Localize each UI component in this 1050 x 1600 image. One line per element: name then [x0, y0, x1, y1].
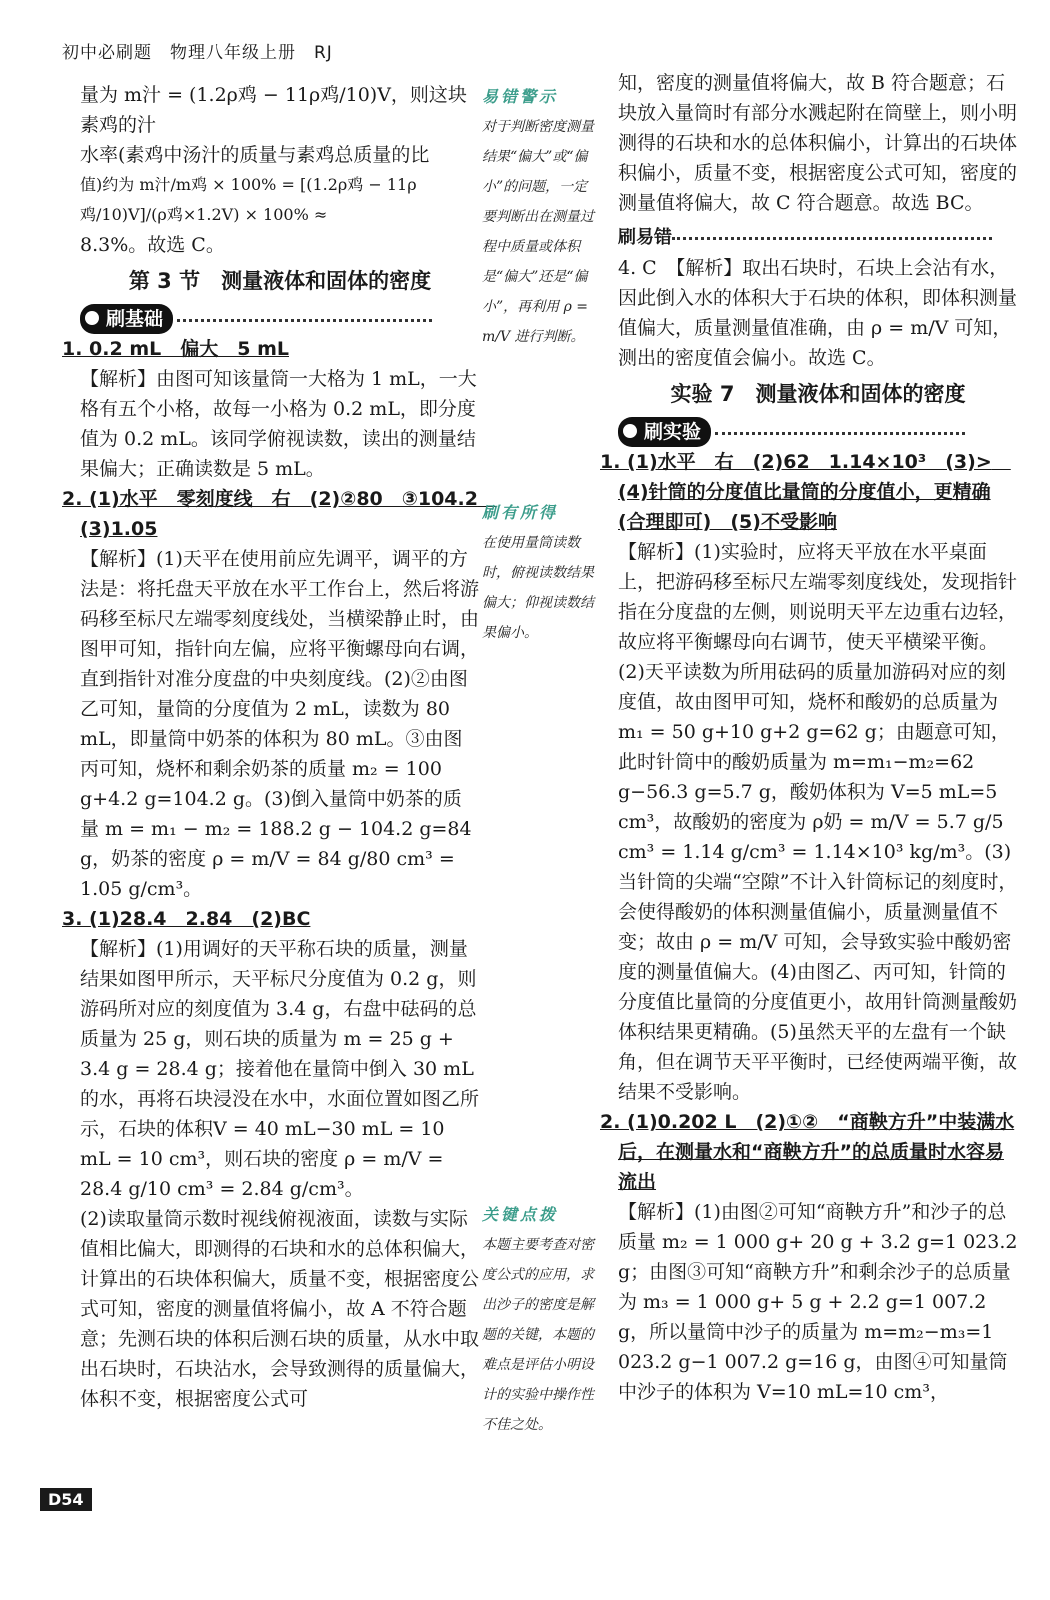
section-title: 第 3 节 测量液体和固体的密度	[128, 269, 432, 293]
e2-answer: 2. (1)0.202 L (2)①② “商鞅方升”中装满水后，在测量水和“商鞅方升”的总质量时水容易流出	[600, 1111, 1015, 1193]
right-column	[600, 68, 1018, 1407]
badge-row-exp	[618, 417, 1018, 447]
intro-line-1: 量为 m汁 = (1.2ρ鸡 − 11ρ鸡/10)V，则这块素鸡的汁	[80, 84, 467, 136]
side-note-error-warning	[482, 82, 600, 352]
intro-line-2: 水率(素鸡中汤汁的质量与素鸡总质量的比	[80, 144, 430, 166]
dotted-rule	[715, 432, 965, 435]
q3-answer: 3. (1)28.4 2.84 (2)BC	[62, 908, 311, 930]
e1-answer: 1. (1)水平 右 (2)62 1.14×10³ (3)> (4)针筒的分度值比量筒的分度值小，更精确(合理即可) (5)不受影响	[600, 451, 1011, 533]
dotted-rule	[672, 237, 992, 240]
badge-basic: 刷基础	[80, 304, 173, 334]
running-header: 初中必刷题 物理八年级上册 RJ	[62, 43, 333, 63]
q2-answer: 2. (1)水平 零刻度线 右 (2)②80 ③104.2 (3)1.05	[62, 488, 497, 540]
side-tag: 关键点拨	[482, 1205, 559, 1224]
badge-row-error	[618, 222, 1018, 253]
side-text: 对于判断密度测量结果“偏大”或“偏小”的问题，一定要判断出在测量过程中质量或体积是“偏大”还是“偏小”，再利用 ρ = m/V 进行判断。	[482, 119, 594, 345]
badge-error: 刷易错	[618, 227, 672, 248]
badge-experiment: 刷实验	[618, 417, 711, 447]
side-text: 本题主要考查对密度公式的应用，求出沙子的密度是解题的关键，本题的难点是评估小明设计的实验中操作性不佳之处。	[482, 1237, 594, 1433]
side-note-key-points	[482, 1200, 600, 1440]
experiment-title: 实验 7 测量液体和固体的密度	[670, 382, 966, 406]
side-tag: 刷有所得	[482, 503, 559, 522]
left-column	[62, 80, 497, 1414]
side-tag: 易错警示	[482, 87, 559, 106]
side-text: 在使用量筒读数时，俯视读数结果偏大；仰视读数结果偏小。	[482, 535, 594, 641]
q1-answer: 1. 0.2 mL 偏大 5 mL	[62, 338, 289, 360]
q4-answer: 4. C 【解析】取出石块时，石块上会沾有水，因此倒入水的体积大于石块的体积，即体积测量值偏大，质量测量值准确，由 ρ = m/V 可知，测出的密度值会偏小。故选 C。	[618, 257, 1018, 369]
dotted-rule	[177, 319, 432, 322]
page-number: D54	[40, 1488, 92, 1511]
e1-explanation: 【解析】(1)实验时，应将天平放在水平桌面上，把游码移至标尺左端零刻度线处，发现指针指在分度盘的左侧，则说明天平左边重右边轻，故应将平衡螺母向右调节，使天平横梁平衡。(2)天平读数为所用砝码的质量加游码对应的刻度值，故由图甲可知，烧杯和酸奶的总质量为m₁ = 50 g+10 g+2 g=62 g；由题意可知，此时针筒中的酸奶质量为 m=m₁−m₂=62 g−56.3 g=5.7 g，酸奶体积为 V=5 mL=5 cm³，故酸奶的密度为 ρ奶 = m/V = 5.7 g/5 cm³ = 1.14 g/cm³ = 1.14×10³ kg/m³。(3)当针筒的尖端“空隙”不计入针筒标记的刻度时，会使得酸奶的体积测量值偏小，质量测量值不变；故由 ρ = m/V 可知，会导致实验中酸奶密度的测量值偏大。(4)由图乙、丙可知，针筒的分度值比量筒的分度值更小，故用针筒测量酸奶体积结果更精确。(5)虽然天平的左盘有一个缺角，但在调节天平平衡时，已经使两端平衡，故结果不受影响。	[618, 541, 1018, 1103]
q2-explanation: 【解析】(1)天平在使用前应先调平，调平的方法是：将托盘天平放在水平工作台上，然后将游码移至标尺左端零刻度线处，当横梁静止时，由图甲可知，指针向左偏，应将平衡螺母向右调，直到指针对准分度盘的中央刻度线。(2)②由图乙可知，量筒的分度值为 2 mL，读数为 80 mL，即量筒中奶茶的体积为 80 mL。③由图丙可知，烧杯和剩余奶茶的质量 m₂ = 100 g+4.2 g=104.2 g。(3)倒入量筒中奶茶的质量 m = m₁ − m₂ = 188.2 g − 104.2 g=84 g，奶茶的密度 ρ = m/V = 84 g/80 cm³ = 1.05 g/cm³。	[80, 548, 480, 900]
intro-line-3: 值)约为 m汁/m鸡 × 100% = [(1.2ρ鸡 − 11ρ鸡/10)V]/(ρ鸡×1.2V) × 100% ≈	[80, 175, 417, 224]
side-note-takeaway	[482, 498, 600, 648]
q3-explanation-2: (2)读取量筒示数时视线俯视液面，读数与实际值相比偏大，即测得的石块和水的总体积偏大，计算出的石块体积偏大，质量不变，根据密度公式可知，密度的测量值将偏小，故 A 不符合题意；先测石块的体积后测石块的质量，从水中取出石块时，石块沾水，会导致测得的质量偏大，体积不变，根据密度公式可	[80, 1208, 480, 1410]
intro-line-4: 8.3%。故选 C。	[80, 234, 225, 256]
q3-continuation: 知，密度的测量值将偏大，故 B 符合题意；石块放入量筒时有部分水溅起附在筒壁上，则小明测得的石块和水的总体积偏小，计算出的石块体积偏小，质量不变，根据密度公式可知，密度的测量值将偏大，故 C 符合题意。故选 BC。	[618, 72, 1018, 214]
badge-row	[80, 304, 480, 334]
q3-explanation: 【解析】(1)用调好的天平称石块的质量，测量结果如图甲所示，天平标尺分度值为 0.2 g，则游码所对应的刻度值为 3.4 g，右盘中砝码的总质量为 25 g，则石块的质量为 m = 25 g + 3.4 g = 28.4 g；接着他在量筒中倒入 30 mL 的水，再将石块浸没在水中，水面位置如图乙所示，石块的体积V = 40 mL−30 mL = 10 mL = 10 cm³，则石块的密度 ρ = m/V = 28.4 g/10 cm³ = 2.84 g/cm³。	[80, 938, 480, 1200]
q1-explanation: 【解析】由图可知该量筒一大格为 1 mL，一大格有五个小格，故每一小格为 0.2 mL，即分度值为 0.2 mL。该同学俯视读数，读出的测量结果偏大；正确读数是 5 mL。	[80, 368, 477, 480]
e2-explanation: 【解析】(1)由图②可知“商鞅方升”和沙子的总质量 m₂ = 1 000 g+ 20 g + 3.2 g=1 023.2 g；由图③可知“商鞅方升”和剩余沙子的总质量为 m₃ = 1 000 g+ 5 g + 2.2 g=1 007.2 g，所以量筒中沙子的质量为 m=m₂−m₃=1 023.2 g−1 007.2 g=16 g，由图④可知量筒中沙子的体积为 V=10 mL=10 cm³，	[618, 1201, 1018, 1403]
